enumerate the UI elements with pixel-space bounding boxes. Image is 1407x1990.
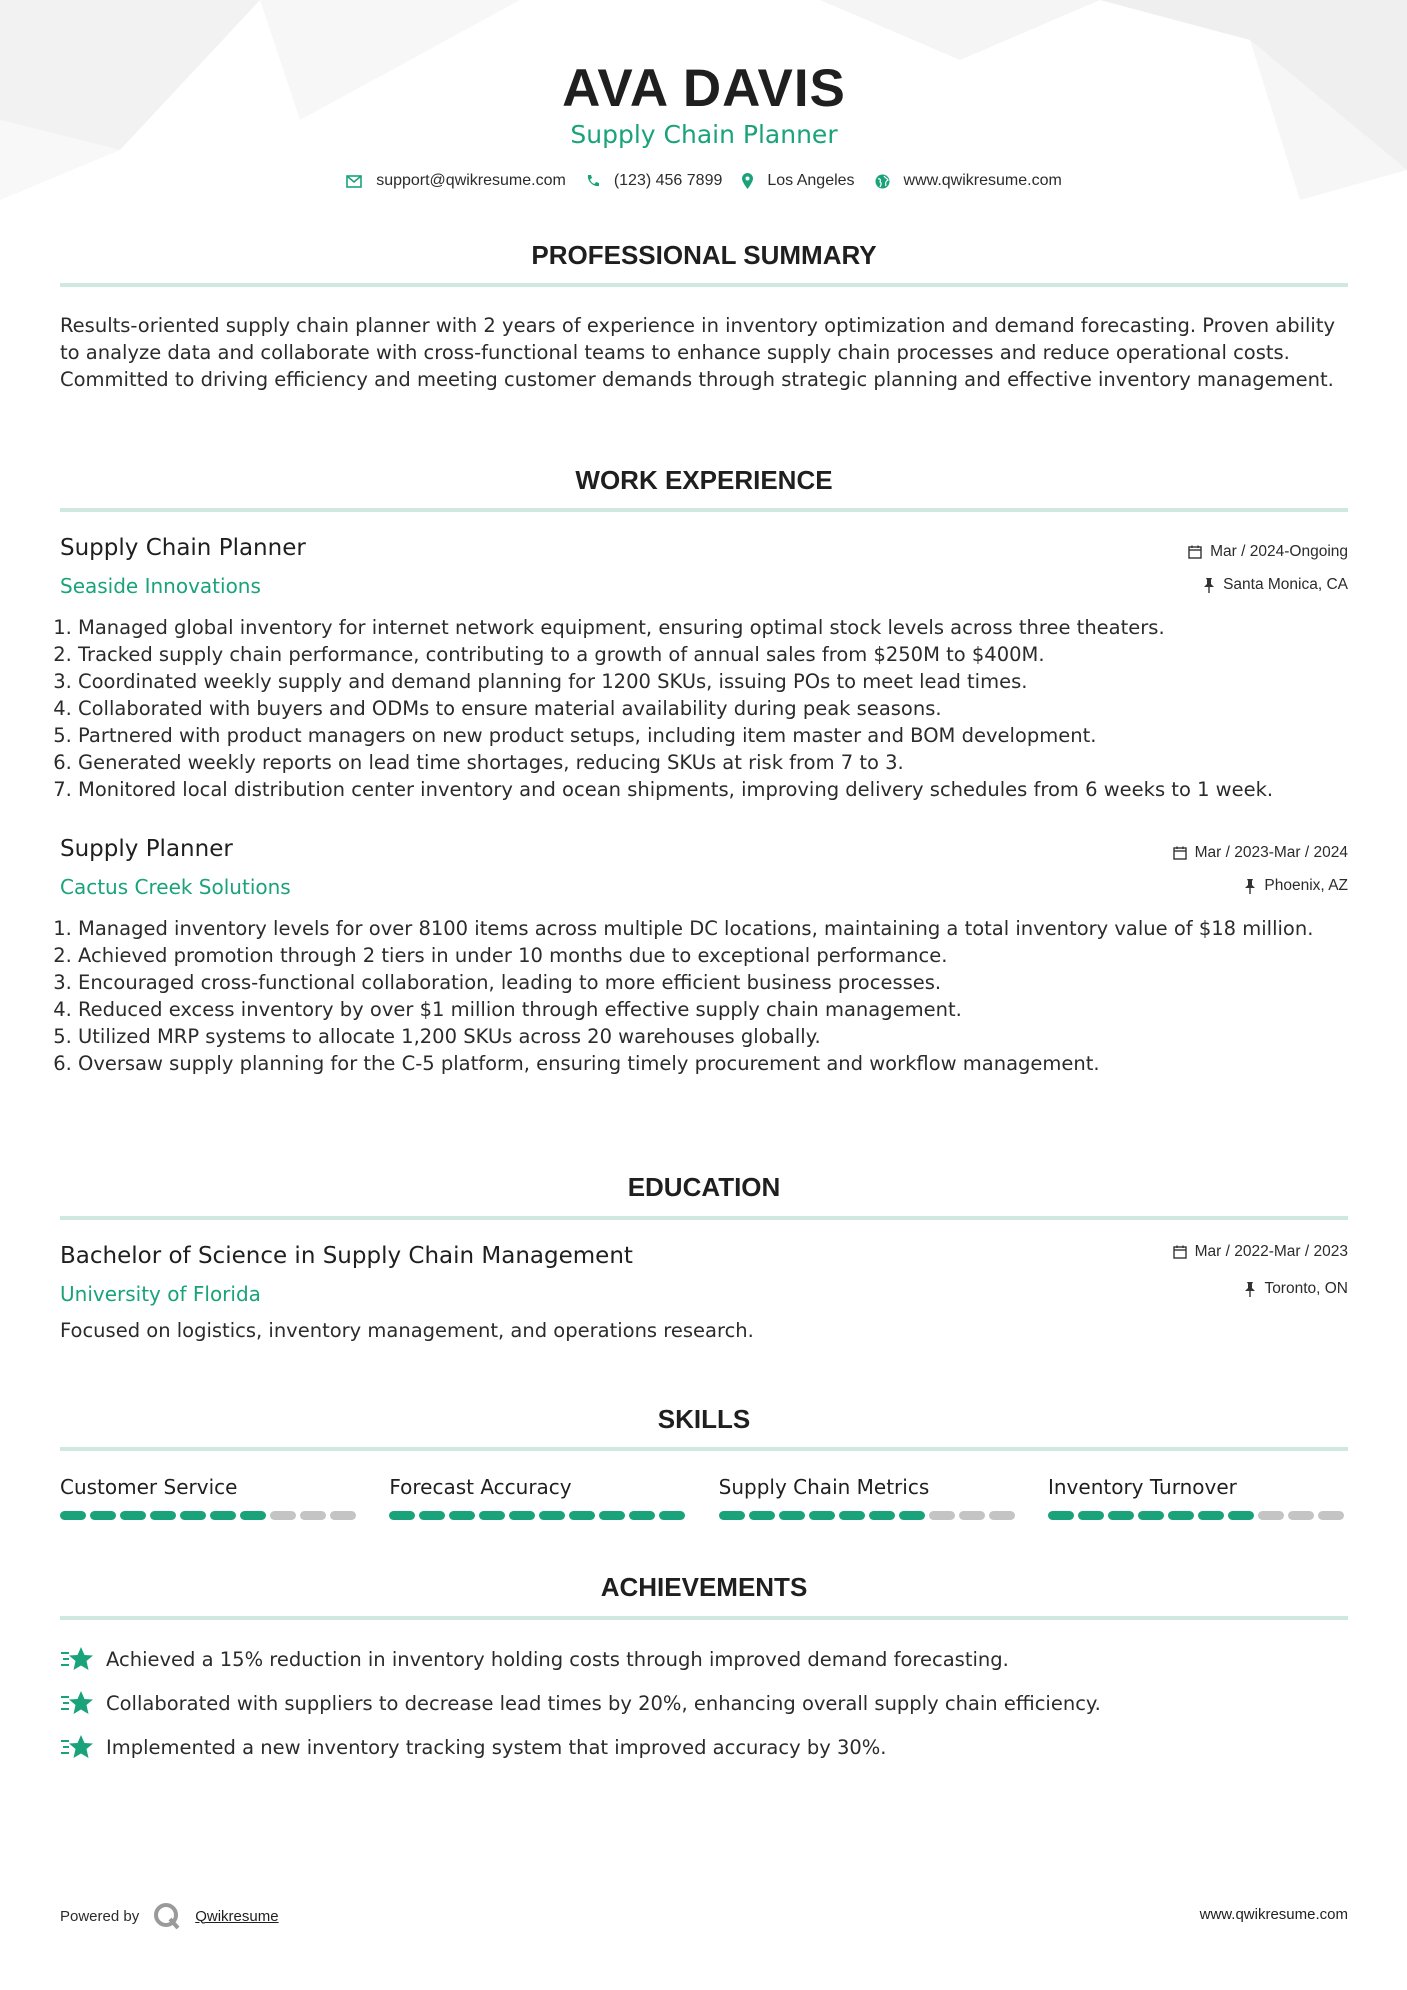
skills-divider <box>60 1447 1348 1451</box>
experience-heading: WORK EXPERIENCE <box>575 465 833 495</box>
experience-divider <box>60 508 1348 512</box>
rating-dot-filled <box>809 1511 835 1520</box>
rating-dot-empty <box>1288 1511 1314 1520</box>
job-title: Supply Chain Planner <box>60 535 306 561</box>
achievements-divider <box>60 1616 1348 1620</box>
star-icon <box>60 1645 96 1673</box>
education-dates-text: Mar / 2022-Mar / 2023 <box>1194 1243 1348 1260</box>
calendar-icon <box>1173 1245 1187 1259</box>
map-pin-icon <box>742 173 753 189</box>
phone-icon <box>586 174 600 188</box>
rating-dot-filled <box>90 1511 116 1520</box>
rating-dot-filled <box>1138 1511 1164 1520</box>
rating-dot-filled <box>150 1511 176 1520</box>
rating-dot-filled <box>210 1511 236 1520</box>
rating-dot-filled <box>899 1511 925 1520</box>
rating-dot-filled <box>569 1511 595 1520</box>
list-item <box>60 1681 1348 1725</box>
achievement-text: Collaborated with suppliers to decrease lead times by 20%, enhancing overall supply chain efficiency. <box>106 1691 1101 1715</box>
calendar-icon <box>1173 846 1187 860</box>
education-heading: EDUCATION <box>627 1172 781 1202</box>
job-location <box>1244 877 1348 895</box>
qwikresume-link[interactable]: Qwikresume <box>195 1907 279 1925</box>
list-item: 5. Utilized MRP systems to allocate 1,200 SKUs across 20 warehouses globally. <box>78 1023 1366 1050</box>
contact-bar <box>60 172 1348 190</box>
education-dates <box>1173 1243 1348 1261</box>
skill-name: Inventory Turnover <box>1047 1475 1237 1499</box>
rating-dot-filled <box>869 1511 895 1520</box>
job-location-text: Santa Monica, CA <box>1223 576 1348 593</box>
footer-powered-by <box>60 1902 279 1930</box>
list-item: 4. Reduced excess inventory by over $1 million through effective supply chain management. <box>78 996 1366 1023</box>
star-icon <box>60 1689 96 1717</box>
company-name: Seaside Innovations <box>60 574 261 598</box>
list-item: 3. Encouraged cross-functional collaboration, leading to more efficient business processes. <box>78 969 1366 996</box>
list-item <box>60 1725 1348 1769</box>
job-title: Supply Planner <box>60 836 233 862</box>
skill-rating <box>719 1511 1019 1520</box>
rating-dot-filled <box>629 1511 655 1520</box>
rating-dot-filled <box>389 1511 415 1520</box>
rating-dot-filled <box>1198 1511 1224 1520</box>
rating-dot-empty <box>959 1511 985 1520</box>
star-icon <box>60 1733 96 1761</box>
skill-name: Customer Service <box>60 1475 238 1499</box>
rating-dot-filled <box>1078 1511 1104 1520</box>
contact-email[interactable] <box>346 172 566 190</box>
pushpin-icon <box>1203 578 1215 593</box>
summary-heading: PROFESSIONAL SUMMARY <box>531 240 877 270</box>
job-dates-text: Mar / 2024-Ongoing <box>1210 543 1348 560</box>
skill-name: Supply Chain Metrics <box>718 1475 930 1499</box>
pushpin-icon <box>1244 1282 1256 1297</box>
skill-item <box>1048 1475 1348 1520</box>
skill-rating <box>389 1511 689 1520</box>
rating-dot-filled <box>659 1511 685 1520</box>
list-item: 1. Managed inventory levels for over 8100 items across multiple DC locations, maintaining a total inventory value of $18 million. <box>78 915 1366 942</box>
rating-dot-empty <box>1318 1511 1344 1520</box>
rating-dot-filled <box>240 1511 266 1520</box>
skill-item <box>389 1475 689 1520</box>
location-text: Los Angeles <box>767 172 855 189</box>
job-dates <box>1188 543 1348 561</box>
education-location <box>1244 1280 1348 1298</box>
rating-dot-filled <box>719 1511 745 1520</box>
rating-dot-filled <box>1108 1511 1134 1520</box>
rating-dot-filled <box>779 1511 805 1520</box>
list-item: 2. Tracked supply chain performance, contributing to a growth of annual sales from $250M to $400M. <box>78 641 1366 668</box>
phone-text: (123) 456 7899 <box>613 172 723 189</box>
skills-list <box>60 1475 1348 1520</box>
list-item: 1. Managed global inventory for internet network equipment, ensuring optimal stock levels across three theaters. <box>78 614 1366 641</box>
skill-item <box>719 1475 1019 1520</box>
rating-dot-filled <box>120 1511 146 1520</box>
website-text: www.qwikresume.com <box>903 172 1062 189</box>
rating-dot-empty <box>989 1511 1015 1520</box>
summary-divider <box>60 283 1348 287</box>
job-location <box>1203 576 1348 594</box>
rating-dot-empty <box>1258 1511 1284 1520</box>
education-description: Focused on logistics, inventory management, and operations research. <box>60 1319 754 1342</box>
skill-rating <box>60 1511 360 1520</box>
job-location-text: Phoenix, AZ <box>1264 877 1348 894</box>
pushpin-icon <box>1244 879 1256 894</box>
rating-dot-filled <box>1228 1511 1254 1520</box>
candidate-name: AVA DAVIS <box>562 59 846 118</box>
rating-dot-empty <box>929 1511 955 1520</box>
list-item: 6. Generated weekly reports on lead time shortages, reducing SKUs at risk from 7 to 3. <box>78 749 1366 776</box>
powered-by-label: Powered by <box>60 1907 140 1925</box>
rating-dot-empty <box>300 1511 326 1520</box>
list-item: 4. Collaborated with buyers and ODMs to ensure material availability during peak seasons. <box>78 695 1366 722</box>
rating-dot-filled <box>180 1511 206 1520</box>
contact-website[interactable] <box>875 172 1062 190</box>
rating-dot-empty <box>270 1511 296 1520</box>
envelope-icon <box>346 175 362 188</box>
job-bullets <box>60 614 1366 803</box>
list-item: 3. Coordinated weekly supply and demand planning for 1200 SKUs, issuing POs to meet lead times. <box>78 668 1366 695</box>
company-name: Cactus Creek Solutions <box>60 875 291 899</box>
job-bullets <box>60 915 1366 1077</box>
rating-dot-filled <box>749 1511 775 1520</box>
skill-name: Forecast Accuracy <box>389 1475 572 1499</box>
qwikresume-logo-icon <box>153 1902 181 1930</box>
globe-icon <box>875 174 890 189</box>
footer-website[interactable]: www.qwikresume.com <box>1199 1906 1348 1923</box>
email-text: support@qwikresume.com <box>376 172 566 189</box>
skills-heading: SKILLS <box>657 1404 751 1434</box>
school-name: University of Florida <box>60 1282 261 1306</box>
contact-phone[interactable] <box>586 172 723 190</box>
rating-dot-filled <box>479 1511 505 1520</box>
skill-rating <box>1048 1511 1348 1520</box>
list-item: 2. Achieved promotion through 2 tiers in under 10 months due to exceptional performance. <box>78 942 1366 969</box>
skill-item <box>60 1475 360 1520</box>
rating-dot-filled <box>1048 1511 1074 1520</box>
rating-dot-filled <box>539 1511 565 1520</box>
achievements-list <box>60 1637 1348 1769</box>
rating-dot-filled <box>599 1511 625 1520</box>
list-item: 7. Monitored local distribution center inventory and ocean shipments, improving delivery schedules from 6 weeks to 1 week. <box>78 776 1366 803</box>
education-divider <box>60 1216 1348 1220</box>
calendar-icon <box>1188 545 1202 559</box>
summary-text: Results-oriented supply chain planner with 2 years of experience in inventory optimization and demand forecasting. Proven ability to analyze data and collaborate with cross-functional teams to enhance supply chain processes and reduce operational costs. Committed to driving efficiency and meeting customer demands through strategic planning and effective inventory management. <box>60 314 1336 391</box>
contact-location <box>742 172 854 190</box>
achievements-heading: ACHIEVEMENTS <box>600 1572 808 1602</box>
rating-dot-filled <box>419 1511 445 1520</box>
rating-dot-filled <box>449 1511 475 1520</box>
job-dates-text: Mar / 2023-Mar / 2024 <box>1194 844 1348 861</box>
list-item: 6. Oversaw supply planning for the C-5 platform, ensuring timely procurement and workflow management. <box>78 1050 1366 1077</box>
rating-dot-empty <box>330 1511 356 1520</box>
candidate-title: Supply Chain Planner <box>570 120 838 149</box>
education-location-text: Toronto, ON <box>1264 1280 1348 1297</box>
degree-title: Bachelor of Science in Supply Chain Management <box>60 1243 633 1269</box>
job-dates <box>1173 844 1348 862</box>
rating-dot-filled <box>1168 1511 1194 1520</box>
rating-dot-filled <box>839 1511 865 1520</box>
rating-dot-filled <box>60 1511 86 1520</box>
achievement-text: Implemented a new inventory tracking system that improved accuracy by 30%. <box>106 1735 887 1759</box>
rating-dot-filled <box>509 1511 535 1520</box>
list-item <box>60 1637 1348 1681</box>
list-item: 5. Partnered with product managers on new product setups, including item master and BOM development. <box>78 722 1366 749</box>
achievement-text: Achieved a 15% reduction in inventory holding costs through improved demand forecasting. <box>106 1647 1009 1671</box>
